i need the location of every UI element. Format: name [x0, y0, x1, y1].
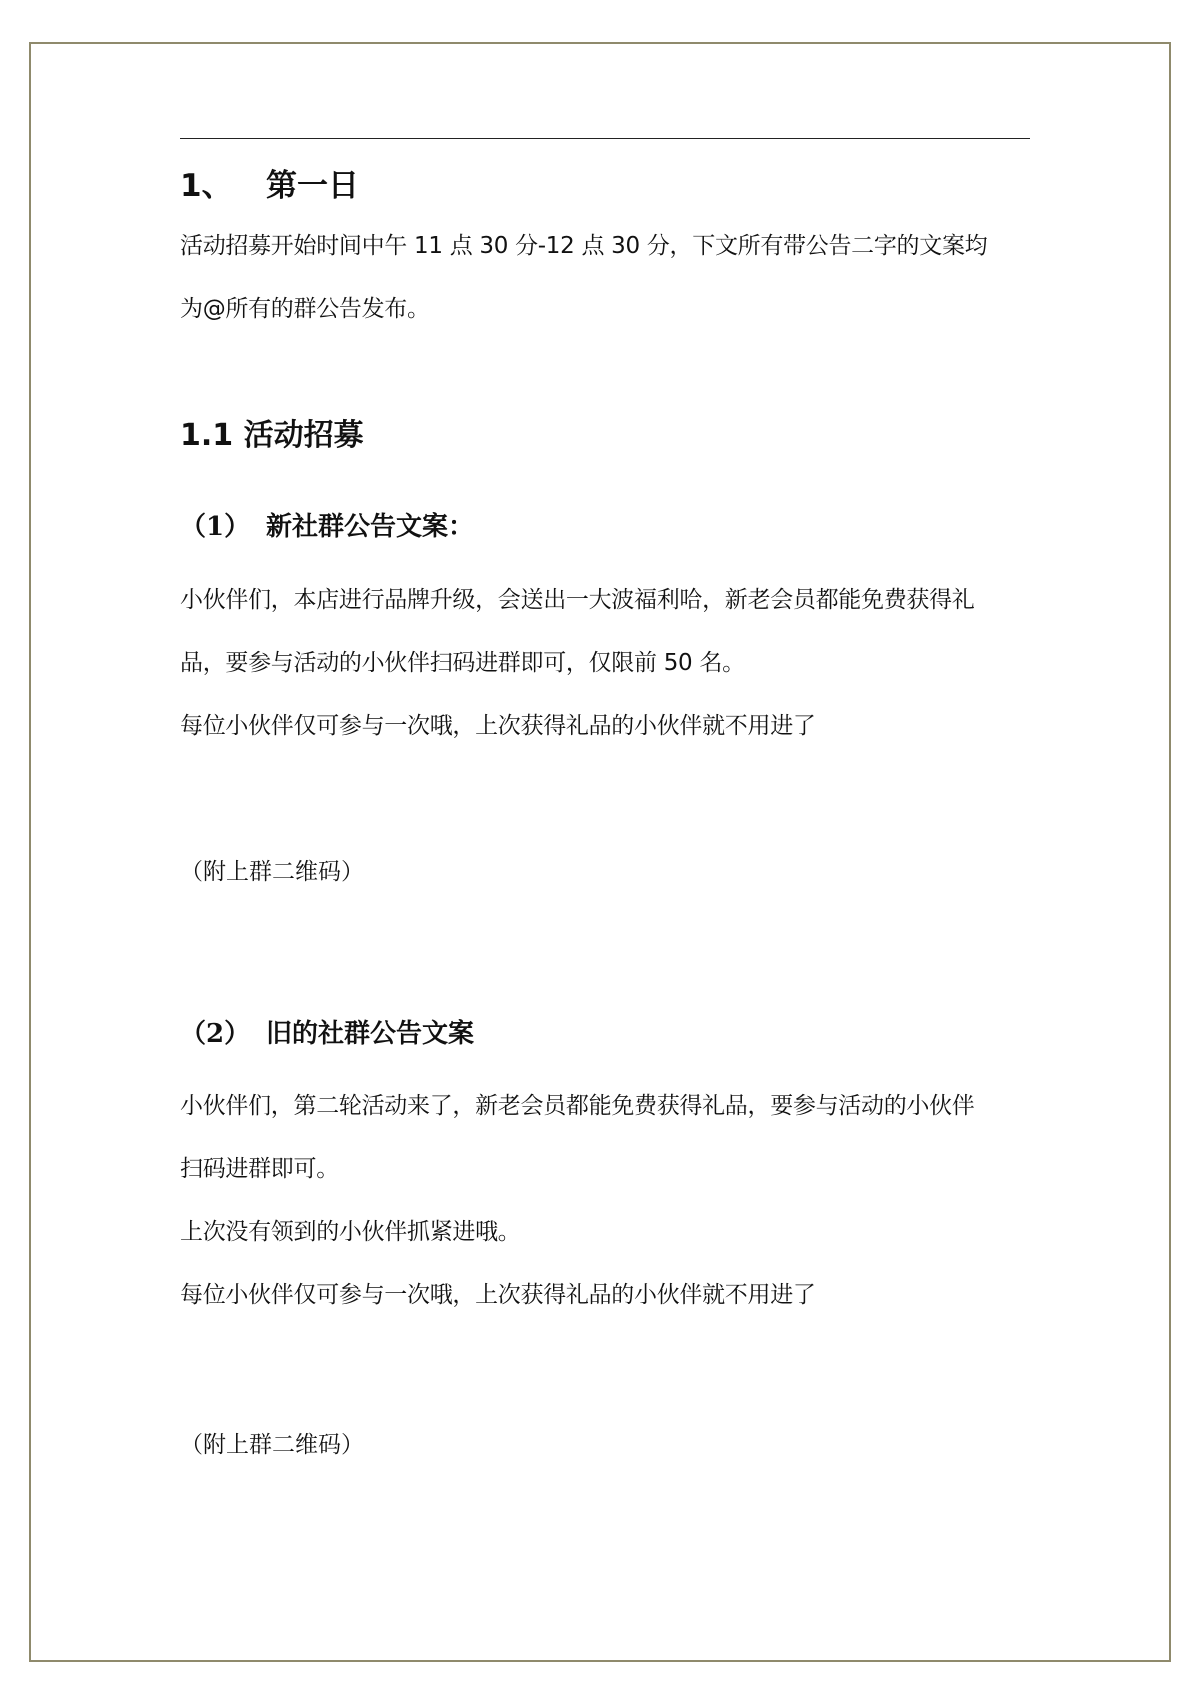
intro-line: 活动招募开始时间中午 11 点 30 分-12 点 30 分，下文所有带公告二字的文案均 — [180, 233, 988, 259]
item2-line: 每位小伙伴仅可参与一次哦，上次获得礼品的小伙伴就不用进了 — [180, 1282, 816, 1308]
item2-line: 上次没有领到的小伙伴抓紧进哦。 — [180, 1219, 521, 1245]
item2-paragraph — [180, 1075, 975, 1327]
item2-index: （2） — [180, 1019, 251, 1049]
item2-line: 小伙伴们，第二轮活动来了，新老会员都能免费获得礼品，要参与活动的小伙伴 — [180, 1093, 975, 1119]
item1-index: （1） — [180, 512, 251, 542]
item1-line: 每位小伙伴仅可参与一次哦，上次获得礼品的小伙伴就不用进了 — [180, 713, 816, 739]
section-number: 1、 — [180, 168, 233, 204]
item1-paragraph — [180, 569, 975, 758]
item1-heading — [180, 506, 474, 543]
section-title: 第一日 — [266, 168, 359, 204]
item1-note: （附上群二维码） — [180, 859, 364, 885]
item2-heading — [180, 1013, 474, 1050]
item2-line: 扫码进群即可。 — [180, 1156, 339, 1182]
top-rule — [180, 138, 1030, 139]
item1-line: 品，要参与活动的小伙伴扫码进群即可，仅限前 50 名。 — [180, 650, 745, 676]
item2-title: 旧的社群公告文案 — [266, 1019, 475, 1049]
item2-note: （附上群二维码） — [180, 1432, 364, 1458]
item1-line: 小伙伴们，本店进行品牌升级，会送出一大波福利哈，新老会员都能免费获得礼 — [180, 587, 975, 613]
intro-paragraph — [180, 215, 987, 341]
document-content — [180, 138, 1030, 1458]
subsection-heading: 1.1 活动招募 — [180, 418, 364, 453]
intro-line: 为@所有的群公告发布。 — [180, 296, 430, 322]
item1-title: 新社群公告文案： — [266, 512, 475, 542]
section-heading — [180, 160, 359, 205]
